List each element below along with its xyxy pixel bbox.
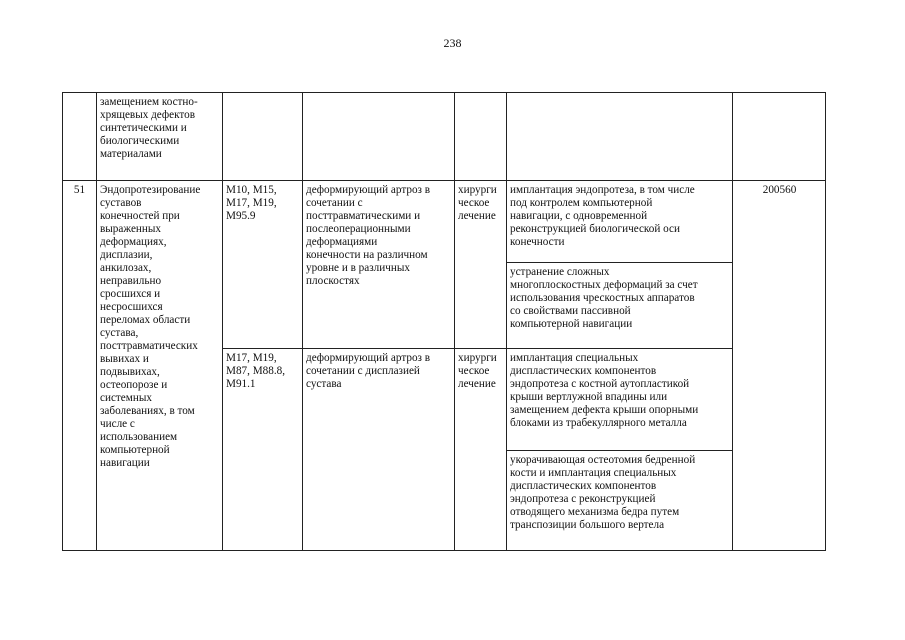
text-line: M17, M19,	[226, 197, 277, 209]
row-number: 51	[73, 184, 86, 196]
text-line: подвывихах,	[100, 366, 160, 378]
text-line: использования чрескостных аппаратов	[510, 292, 695, 304]
text-line: посттравматических	[100, 340, 198, 352]
text-line: M91.1	[226, 378, 256, 390]
diagnosis-cell-1	[302, 180, 454, 348]
text-line: системных	[100, 392, 152, 404]
text-line: M95.9	[226, 210, 256, 222]
method-cell-1a	[506, 180, 732, 262]
method-cell-2b	[506, 450, 732, 550]
text-line: замещением дефекта крыши опорными	[510, 404, 699, 416]
text-line: компьютерной навигации	[510, 318, 633, 330]
text-line: со свойствами пассивной	[510, 305, 631, 317]
method-text-2b	[510, 454, 729, 532]
text-line: устранение сложных	[510, 266, 610, 278]
text-line: деформирующий артроз в	[306, 352, 431, 364]
text-line: конечности	[510, 236, 565, 248]
text-line: плоскостях	[306, 275, 360, 287]
text-line: диспластических компонентов	[510, 365, 657, 377]
text-line: реконструкцией биологической оси	[510, 223, 680, 235]
codes-cell-1	[222, 180, 302, 348]
text-line: ческое	[458, 365, 490, 377]
text-line: выраженных	[100, 223, 161, 235]
text-line: хрящевых дефектов	[100, 109, 196, 121]
text-line: компьютерной	[100, 444, 170, 456]
codes-text-1	[226, 184, 299, 223]
cont-method-cell	[506, 92, 732, 180]
text-line: анкилозах,	[100, 262, 152, 274]
text-line: укорачивающая остеотомия бедренной	[510, 454, 696, 466]
text-line: ческое	[458, 197, 490, 209]
text-line: хирурги	[458, 352, 497, 364]
text-line: под контролем компьютерной	[510, 197, 653, 209]
treatment-text-2	[458, 352, 503, 391]
text-line: M17, M19,	[226, 352, 277, 364]
table-bottom-border	[62, 550, 826, 551]
text-line: сочетании с	[306, 197, 363, 209]
text-line: конечности на различном	[306, 249, 428, 261]
text-line: хирурги	[458, 184, 497, 196]
text-line: многоплоскостных деформаций за счет	[510, 279, 698, 291]
price-value: 200560	[762, 184, 797, 196]
text-line: конечностей при	[100, 210, 180, 222]
text-line: сустава	[306, 378, 342, 390]
text-line: блоками из трабекуллярного металла	[510, 417, 687, 429]
text-line: заболеваниях, в том	[100, 405, 195, 417]
text-line: замещением костно-	[100, 96, 198, 108]
method-text-1a	[510, 184, 729, 249]
text-line: числе с	[100, 418, 135, 430]
text-line: сустава,	[100, 327, 139, 339]
text-line: сросшихся и	[100, 288, 161, 300]
diagnosis-cell-2	[302, 348, 454, 550]
text-line: послеоперационными	[306, 223, 411, 235]
text-line: использованием	[100, 431, 178, 443]
method-cell-1b	[506, 262, 732, 348]
treatment-cell-1	[454, 180, 506, 348]
text-line: транспозиции большого вертела	[510, 519, 665, 531]
cont-name-cell	[96, 92, 222, 180]
codes-text-2	[226, 352, 299, 391]
text-line: материалами	[100, 148, 162, 160]
cont-diagnosis-cell	[302, 92, 454, 180]
text-line: дисплазии,	[100, 249, 153, 261]
text-line: лечение	[458, 378, 496, 390]
text-line: синтетическими и	[100, 122, 187, 134]
method-text-2a	[510, 352, 729, 430]
text-line: эндопротеза с реконструкцией	[510, 493, 656, 505]
text-line: несросшихся	[100, 301, 163, 313]
service-name-cell	[96, 180, 222, 550]
price-cell	[732, 180, 826, 550]
table-right-border	[825, 92, 826, 551]
text-line: имплантация эндопротеза, в том числе	[510, 184, 695, 196]
method-text-1b	[510, 266, 729, 331]
treatment-text-1	[458, 184, 503, 223]
text-line: эндопротеза с костной аутопластикой	[510, 378, 690, 390]
text-line: неправильно	[100, 275, 162, 287]
text-line: посттравматическими и	[306, 210, 421, 222]
text-line: сочетании с дисплазией	[306, 365, 420, 377]
text-line: переломах области	[100, 314, 191, 326]
cont-price-cell	[732, 92, 826, 180]
method-cell-2a	[506, 348, 732, 450]
text-line: имплантация специальных	[510, 352, 639, 364]
text-line: лечение	[458, 210, 496, 222]
text-line: навигации	[100, 457, 150, 469]
text-line: M10, M15,	[226, 184, 277, 196]
service-name-text	[100, 184, 219, 470]
text-line: M87, M88.8,	[226, 365, 286, 377]
text-line: деформирующий артроз в	[306, 184, 431, 196]
text-line: навигации, с одновременной	[510, 210, 648, 222]
row-number-cell	[62, 180, 96, 550]
text-line: диспластических компонентов	[510, 480, 657, 492]
cont-name-text	[100, 96, 219, 161]
cont-number-cell	[62, 92, 96, 180]
text-line: деформациях,	[100, 236, 167, 248]
text-line: вывихах и	[100, 353, 149, 365]
diagnosis-text-1	[306, 184, 451, 288]
text-line: отводящего механизма бедра путем	[510, 506, 680, 518]
text-line: деформациями	[306, 236, 378, 248]
text-line: остеопорозе и	[100, 379, 168, 391]
text-line: суставов	[100, 197, 142, 209]
cont-treatment-cell	[454, 92, 506, 180]
diagnosis-text-2	[306, 352, 451, 391]
treatment-cell-2	[454, 348, 506, 550]
text-line: крыши вертлужной впадины или	[510, 391, 668, 403]
codes-cell-2	[222, 348, 302, 550]
text-line: уровне и в различных	[306, 262, 410, 274]
text-line: Эндопротезирование	[100, 184, 201, 196]
text-line: биологическими	[100, 135, 180, 147]
text-line: кости и имплантация специальных	[510, 467, 677, 479]
cont-codes-cell	[222, 92, 302, 180]
page-number: 238	[443, 36, 462, 50]
